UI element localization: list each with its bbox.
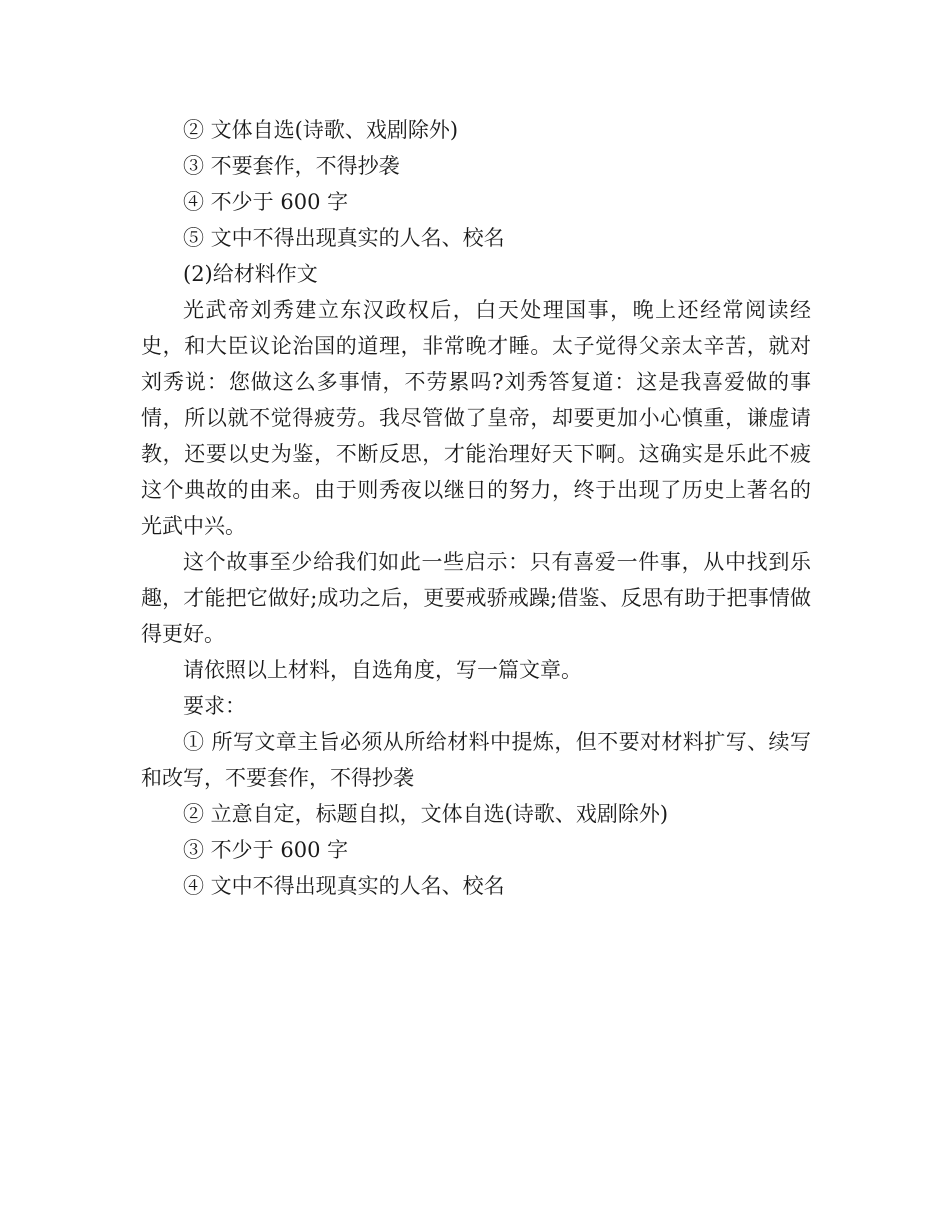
requirement-no-plagiarism: ③ 不要套作，不得抄袭 — [183, 154, 400, 178]
requirement-title-genre: ② 立意自定，标题自拟，文体自选(诗歌、戏剧除外) — [183, 802, 669, 826]
requirement-no-real-names: ⑤ 文中不得出现真实的人名、校名 — [183, 226, 505, 250]
requirement-theme: ① 所写文章主旨必须从所给材料中提炼，但不要对材料扩写、续写和改写，不要套作，不得抄袭 — [141, 730, 811, 790]
document-body — [141, 112, 811, 904]
material-story-paragraph: 光武帝刘秀建立东汉政权后，白天处理国事，晚上还经常阅读经史，和大臣议论治国的道理，非常晚才睡。太子觉得父亲太辛苦，就对刘秀说：您做这么多事情，不劳累吗?刘秀答复道：这是我喜爱做的事情，所以就不觉得疲劳。我尽管做了皇帝，却要更加小心慎重，谦虚请教，还要以史为鉴，不断反思，才能治理好天下啊。这确实是乐此不疲这个典故的由来。由于则秀夜以继日的努力，终于出现了历史上著名的光武中兴。 — [141, 298, 811, 538]
requirement-genre: ② 文体自选(诗歌、戏剧除外) — [183, 118, 459, 142]
requirement-word-count: ④ 不少于 600 字 — [183, 190, 349, 214]
material-insight-paragraph: 这个故事至少给我们如此一些启示：只有喜爱一件事，从中找到乐趣，才能把它做好;成功之后，更要戒骄戒躁;借鉴、反思有助于把事情做得更好。 — [141, 550, 811, 646]
section-heading-material-essay: (2)给材料作文 — [183, 262, 318, 286]
instruction-paragraph: 请依照以上材料，自选角度，写一篇文章。 — [183, 658, 582, 682]
requirement-word-count-2: ③ 不少于 600 字 — [183, 838, 349, 862]
requirement-no-real-names-2: ④ 文中不得出现真实的人名、校名 — [183, 874, 505, 898]
requirements-label: 要求： — [183, 694, 246, 718]
